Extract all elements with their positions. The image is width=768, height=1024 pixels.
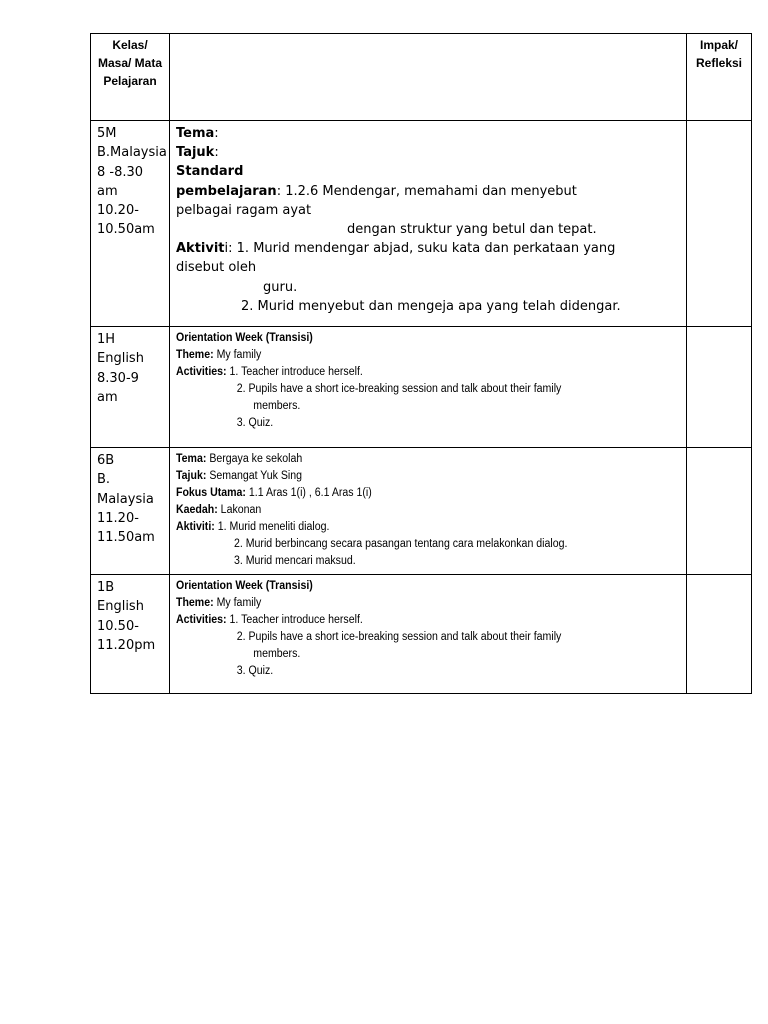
kelas-line: English: [97, 599, 144, 615]
kaedah-value: Lakonan: [217, 504, 262, 516]
lesson-content-cell: [170, 327, 687, 448]
aktiviti-text: i: 1. Murid mendengar abjad, suku kata dan perkataan yang: [224, 241, 616, 257]
activities-label: Activities:: [176, 366, 227, 378]
pembelajaran-label: pembelajaran: [176, 183, 277, 199]
kelas-line: B.Malaysia: [97, 145, 167, 161]
orientation-title: Orientation Week (Transisi): [176, 580, 313, 592]
tajuk-value: Semangat Yuk Sing: [206, 470, 303, 482]
aktiviti-label: Aktivit: [176, 241, 225, 257]
kelas-line: 11.20pm: [97, 637, 156, 653]
lesson-content-cell: [170, 448, 687, 575]
table-row: [91, 327, 752, 448]
fokus-label: Fokus Utama:: [176, 487, 246, 499]
standard-text: pelbagai ragam ayat: [176, 202, 312, 218]
kelas-cell: [91, 327, 170, 448]
aktiviti-label: Aktiviti:: [176, 521, 215, 533]
impak-cell: [687, 448, 752, 575]
tema-value: Bergaya ke sekolah: [206, 453, 303, 465]
header-impak-line: Refleksi: [695, 56, 743, 70]
table-row: [91, 575, 752, 694]
kelas-line: 8.30-9 am: [97, 370, 139, 405]
table-row: [91, 448, 752, 575]
header-kelas-line: Pelajaran: [103, 74, 157, 88]
kelas-line: 11.20-: [97, 510, 139, 526]
impak-cell: [687, 121, 752, 327]
kelas-line: 5M: [97, 126, 117, 141]
header-kelas-line: Masa/ Mata: [97, 56, 163, 70]
activity-item: 1. Teacher introduce herself.: [226, 614, 363, 626]
activity-item: members.: [253, 400, 301, 412]
activity-item: 1. Teacher introduce herself.: [226, 366, 363, 378]
impak-cell: [687, 575, 752, 694]
header-content-cell: [170, 34, 687, 121]
standard-label: Standard: [176, 164, 244, 180]
tema-label: Tema: [176, 126, 215, 141]
lesson-content-cell: [170, 575, 687, 694]
activity-item: members.: [253, 648, 301, 660]
theme-value: My family: [213, 597, 262, 609]
kelas-line: 10.50am: [97, 222, 155, 238]
kelas-line: 6B: [97, 453, 115, 468]
lesson-content-cell: Tema: Tajuk: Standard pembelajaran: 1.2.6 Mendengar, memahami dan menyebut pelbagai ragam ayat dengan struktur yang betul dan tepat. Aktiviti: 1. Murid mendengar abjad, suku kata dan perkataan yang disebut oleh guru. 2. Murid menyebut dan mengeja apa yang telah didengar.: [170, 121, 687, 327]
header-kelas-line: Kelas/: [112, 38, 148, 52]
lesson-plan-table: [90, 33, 752, 694]
activity-item: 3. Quiz.: [236, 665, 274, 677]
header-row: [91, 34, 752, 121]
standard-text: : 1.2.6 Mendengar, memahami dan menyebut: [276, 183, 577, 199]
fokus-value: 1.1 Aras 1(i) , 6.1 Aras 1(i): [245, 487, 372, 499]
theme-value: My family: [213, 349, 262, 361]
aktiviti-text: guru.: [263, 279, 298, 295]
kelas-line: B.: [97, 472, 111, 488]
theme-label: Theme:: [176, 349, 214, 361]
header-kelas-cell: [91, 34, 170, 121]
kelas-line: 10.20-: [97, 203, 139, 219]
aktiviti-item: 3. Murid mencari maksud.: [233, 555, 356, 567]
kelas-line: 10.50-: [97, 618, 139, 634]
header-impak-cell: [687, 34, 752, 121]
aktiviti-text: 2. Murid menyebut dan mengeja apa yang telah didengar.: [241, 298, 621, 314]
activity-item: 2. Pupils have a short ice-breaking session and talk about their family: [236, 631, 562, 643]
kelas-line: 1H: [97, 332, 116, 347]
activity-item: 2. Pupils have a short ice-breaking session and talk about their family: [236, 383, 562, 395]
aktiviti-item: 1. Murid meneliti dialog.: [214, 521, 330, 533]
header-impak-line: Impak/: [699, 38, 738, 52]
tajuk-label: Tajuk: [176, 145, 215, 161]
aktiviti-item: 2. Murid berbincang secara pasangan tentang cara melakonkan dialog.: [233, 538, 568, 550]
activities-label: Activities:: [176, 614, 227, 626]
kelas-line: 11.50am: [97, 530, 155, 546]
table-row: [91, 121, 752, 327]
kelas-line: 8 -8.30 am: [97, 164, 144, 199]
kelas-line: 1B: [97, 580, 115, 595]
kelas-cell: [91, 575, 170, 694]
kaedah-label: Kaedah:: [176, 504, 218, 516]
orientation-title: Orientation Week (Transisi): [176, 332, 313, 344]
theme-label: Theme:: [176, 597, 214, 609]
activity-item: 3. Quiz.: [236, 417, 274, 429]
kelas-line: Malaysia: [97, 491, 154, 507]
kelas-line: English: [97, 351, 144, 367]
aktiviti-text: disebut oleh: [176, 260, 257, 276]
kelas-cell: [91, 121, 170, 327]
kelas-cell: [91, 448, 170, 575]
impak-cell: [687, 327, 752, 448]
tajuk-label: Tajuk:: [176, 470, 207, 482]
tema-label: Tema:: [176, 453, 207, 465]
standard-text: dengan struktur yang betul dan tepat.: [347, 222, 597, 238]
